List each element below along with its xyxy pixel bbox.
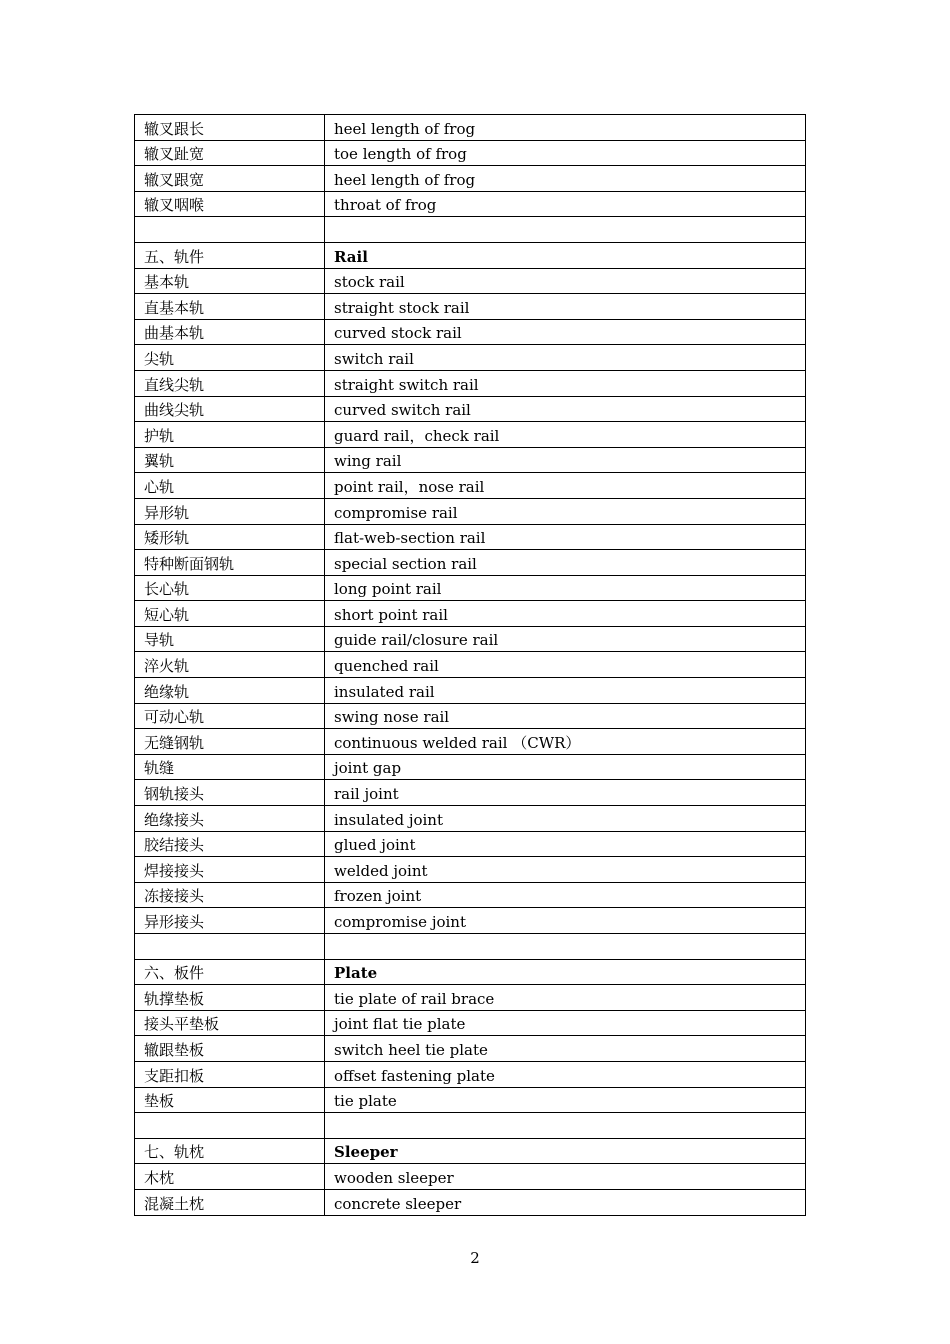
section-row bbox=[135, 959, 806, 985]
term-chinese: 辙叉跟长 bbox=[135, 115, 325, 141]
term-chinese: 轨撑垫板 bbox=[135, 985, 325, 1011]
table-row bbox=[135, 473, 806, 499]
term-chinese: 焊接接头 bbox=[135, 857, 325, 883]
term-english: compromise rail bbox=[325, 498, 806, 524]
table-row bbox=[135, 908, 806, 934]
term-english: short point rail bbox=[325, 601, 806, 627]
term-chinese: 混凝土枕 bbox=[135, 1189, 325, 1215]
term-english: flat-web-section rail bbox=[325, 524, 806, 550]
table-row bbox=[135, 1010, 806, 1036]
term-chinese: 可动心轨 bbox=[135, 703, 325, 729]
term-chinese: 支距扣板 bbox=[135, 1061, 325, 1087]
table-row bbox=[135, 294, 806, 320]
term-english: toe length of frog bbox=[325, 140, 806, 166]
term-chinese: 轨缝 bbox=[135, 754, 325, 780]
table-row bbox=[135, 166, 806, 192]
section-row bbox=[135, 242, 806, 268]
term-english: switch heel tie plate bbox=[325, 1036, 806, 1062]
table-row bbox=[135, 754, 806, 780]
table-row bbox=[135, 191, 806, 217]
table-row bbox=[135, 729, 806, 755]
term-chinese: 接头平垫板 bbox=[135, 1010, 325, 1036]
term-english: welded joint bbox=[325, 857, 806, 883]
table-row bbox=[135, 1189, 806, 1215]
term-english bbox=[325, 1113, 806, 1139]
term-chinese: 辙叉趾宽 bbox=[135, 140, 325, 166]
table-row bbox=[135, 857, 806, 883]
term-chinese bbox=[135, 934, 325, 960]
term-chinese: 辙跟垫板 bbox=[135, 1036, 325, 1062]
term-chinese: 护轨 bbox=[135, 422, 325, 448]
term-chinese: 淬火轨 bbox=[135, 652, 325, 678]
table-row bbox=[135, 1164, 806, 1190]
term-english: straight stock rail bbox=[325, 294, 806, 320]
table-row bbox=[135, 1036, 806, 1062]
term-chinese: 矮形轨 bbox=[135, 524, 325, 550]
blank-row bbox=[135, 217, 806, 243]
term-english: wooden sleeper bbox=[325, 1164, 806, 1190]
glossary-table bbox=[134, 114, 806, 1216]
term-chinese: 基本轨 bbox=[135, 268, 325, 294]
table-row bbox=[135, 678, 806, 704]
term-english: insulated joint bbox=[325, 806, 806, 832]
section-title-zh: 六、板件 bbox=[135, 959, 325, 985]
table-row bbox=[135, 524, 806, 550]
term-english: tie plate bbox=[325, 1087, 806, 1113]
table-row bbox=[135, 115, 806, 141]
table-row bbox=[135, 422, 806, 448]
term-english: offset fastening plate bbox=[325, 1061, 806, 1087]
term-chinese: 钢轨接头 bbox=[135, 780, 325, 806]
table-row bbox=[135, 882, 806, 908]
table-row bbox=[135, 140, 806, 166]
term-english: insulated rail bbox=[325, 678, 806, 704]
term-english: special section rail bbox=[325, 550, 806, 576]
table-row bbox=[135, 601, 806, 627]
term-english: guard rail，check rail bbox=[325, 422, 806, 448]
page-number: 2 bbox=[470, 1249, 480, 1267]
term-chinese: 曲线尖轨 bbox=[135, 396, 325, 422]
table-row bbox=[135, 1061, 806, 1087]
term-chinese: 短心轨 bbox=[135, 601, 325, 627]
term-english: swing nose rail bbox=[325, 703, 806, 729]
section-title-zh: 五、轨件 bbox=[135, 242, 325, 268]
term-english: switch rail bbox=[325, 345, 806, 371]
term-chinese: 辙叉跟宽 bbox=[135, 166, 325, 192]
term-english: throat of frog bbox=[325, 191, 806, 217]
term-chinese: 尖轨 bbox=[135, 345, 325, 371]
term-english: point rail，nose rail bbox=[325, 473, 806, 499]
term-english: frozen joint bbox=[325, 882, 806, 908]
term-english: joint flat tie plate bbox=[325, 1010, 806, 1036]
term-english: curved stock rail bbox=[325, 319, 806, 345]
table-row bbox=[135, 1087, 806, 1113]
term-chinese bbox=[135, 217, 325, 243]
term-english bbox=[325, 934, 806, 960]
term-english: joint gap bbox=[325, 754, 806, 780]
blank-row bbox=[135, 934, 806, 960]
table-row bbox=[135, 985, 806, 1011]
term-english: continuous welded rail （CWR） bbox=[325, 729, 806, 755]
table-row bbox=[135, 268, 806, 294]
term-chinese: 导轨 bbox=[135, 626, 325, 652]
term-english: tie plate of rail brace bbox=[325, 985, 806, 1011]
table-row bbox=[135, 652, 806, 678]
table-row bbox=[135, 806, 806, 832]
section-title-zh: 七、轨枕 bbox=[135, 1138, 325, 1164]
term-english: stock rail bbox=[325, 268, 806, 294]
term-chinese: 异形接头 bbox=[135, 908, 325, 934]
term-english: heel length of frog bbox=[325, 166, 806, 192]
term-english: guide rail/closure rail bbox=[325, 626, 806, 652]
term-english: rail joint bbox=[325, 780, 806, 806]
table-row bbox=[135, 703, 806, 729]
term-chinese: 翼轨 bbox=[135, 447, 325, 473]
term-english: glued joint bbox=[325, 831, 806, 857]
table-row bbox=[135, 626, 806, 652]
term-chinese: 直基本轨 bbox=[135, 294, 325, 320]
term-english: compromise joint bbox=[325, 908, 806, 934]
term-chinese: 冻接接头 bbox=[135, 882, 325, 908]
table-row bbox=[135, 396, 806, 422]
term-english: straight switch rail bbox=[325, 370, 806, 396]
term-chinese: 特种断面钢轨 bbox=[135, 550, 325, 576]
table-row bbox=[135, 575, 806, 601]
section-title-en: Plate bbox=[325, 959, 806, 985]
section-title-en: Rail bbox=[325, 242, 806, 268]
term-chinese: 绝缘接头 bbox=[135, 806, 325, 832]
table-row bbox=[135, 447, 806, 473]
term-chinese: 心轨 bbox=[135, 473, 325, 499]
term-chinese: 曲基本轨 bbox=[135, 319, 325, 345]
term-chinese bbox=[135, 1113, 325, 1139]
term-chinese: 胶结接头 bbox=[135, 831, 325, 857]
term-chinese: 辙叉咽喉 bbox=[135, 191, 325, 217]
table-row bbox=[135, 831, 806, 857]
blank-row bbox=[135, 1113, 806, 1139]
table-row bbox=[135, 345, 806, 371]
term-chinese: 垫板 bbox=[135, 1087, 325, 1113]
term-english: heel length of frog bbox=[325, 115, 806, 141]
term-chinese: 异形轨 bbox=[135, 498, 325, 524]
term-english: concrete sleeper bbox=[325, 1189, 806, 1215]
term-chinese: 长心轨 bbox=[135, 575, 325, 601]
glossary-body bbox=[135, 115, 806, 1216]
term-chinese: 直线尖轨 bbox=[135, 370, 325, 396]
term-english: wing rail bbox=[325, 447, 806, 473]
term-english: long point rail bbox=[325, 575, 806, 601]
term-english bbox=[325, 217, 806, 243]
table-row bbox=[135, 370, 806, 396]
section-title-en: Sleeper bbox=[325, 1138, 806, 1164]
term-chinese: 无缝钢轨 bbox=[135, 729, 325, 755]
table-row bbox=[135, 498, 806, 524]
term-chinese: 木枕 bbox=[135, 1164, 325, 1190]
term-chinese: 绝缘轨 bbox=[135, 678, 325, 704]
table-row bbox=[135, 319, 806, 345]
table-row bbox=[135, 780, 806, 806]
section-row bbox=[135, 1138, 806, 1164]
term-english: quenched rail bbox=[325, 652, 806, 678]
table-row bbox=[135, 550, 806, 576]
term-english: curved switch rail bbox=[325, 396, 806, 422]
